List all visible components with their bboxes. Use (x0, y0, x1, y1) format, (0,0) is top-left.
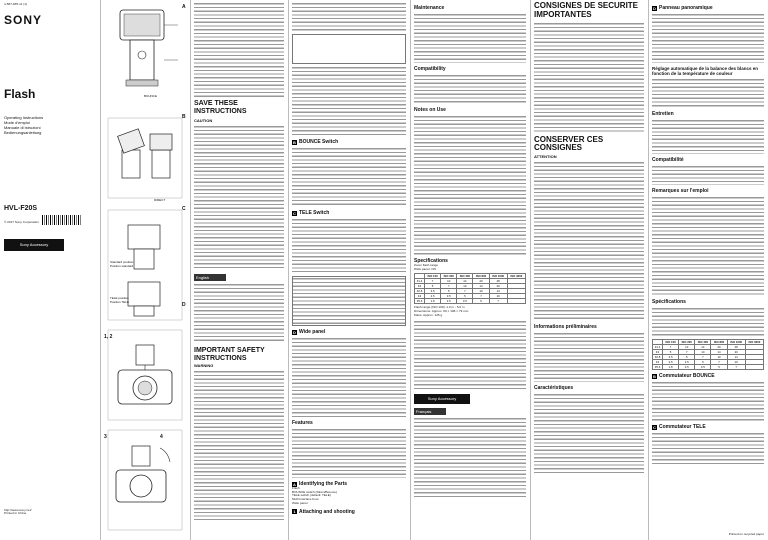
caution-label: CAUTION (194, 118, 213, 123)
intro-text (194, 283, 284, 343)
cell: 1.8 (663, 365, 679, 370)
spec-val: Approx. 125 g (422, 312, 443, 317)
cell: 20 (711, 345, 727, 350)
spec-row: Flash range (ISO 100): 1.0 m - 5.0 m (414, 305, 465, 310)
table-row (653, 365, 764, 370)
safety-panel (190, 0, 288, 540)
bounce-title: BOUNCE Switch (299, 139, 339, 145)
cell: 7 (425, 279, 441, 284)
cell: 5 (457, 294, 473, 299)
section-marker-icon: 1 (293, 509, 296, 515)
cell: 3.5 (425, 289, 441, 294)
features-title: Features (292, 420, 313, 426)
bounce-direct-illustration (108, 118, 182, 198)
entretien-heading (652, 111, 764, 117)
consignes-text (534, 22, 644, 132)
info-title: Informations préliminaires (534, 324, 597, 330)
cell: 5 (473, 299, 489, 304)
cell: F1.4 (415, 279, 425, 284)
cell: 7 (711, 360, 727, 365)
tele-heading (292, 210, 406, 216)
cell: F4 (653, 360, 663, 365)
col-header: ISO 400 (457, 274, 473, 279)
model-number: HVL-F20S (4, 204, 38, 212)
cell: 7 (663, 345, 679, 350)
cell: 14 (711, 350, 727, 355)
notes-heading (414, 107, 526, 113)
spec-key: Flash range (ISO 100) (414, 305, 445, 310)
cell: 7 (473, 294, 489, 299)
col-header: ISO 100 (425, 274, 441, 279)
section-marker-icon: A (293, 481, 296, 487)
part-number: 4-587-835-11 (1) (4, 2, 27, 6)
bounce-fr-title: Commutateur BOUNCE (659, 373, 715, 379)
compat-text (414, 74, 526, 104)
cell: 2.5 (441, 299, 457, 304)
sony-url: http://www.sony.net/ (4, 507, 32, 512)
tele-table-text (293, 277, 405, 325)
cell: 3.5 (695, 365, 711, 370)
fr-intro-text (414, 417, 526, 497)
maintenance-title: Maintenance (414, 5, 445, 11)
compat-title: Compatibility (414, 66, 446, 72)
guide-number-table-1 (414, 273, 526, 304)
spec-key: Zoom flash range (414, 263, 439, 267)
wide-title: Wide panel (299, 329, 326, 335)
cell: 10 (457, 284, 473, 289)
lang-fr: Mode d'emploi (4, 119, 30, 125)
tele-text (292, 218, 406, 273)
bounce-fr-heading (652, 373, 764, 379)
maintenance-text (414, 13, 526, 63)
copyright: © 2017 Sony Corporation (4, 220, 39, 224)
cell: 2.5 (663, 360, 679, 365)
info-heading (534, 324, 644, 330)
parts-title: Identifying the Parts (299, 481, 348, 487)
features-text (292, 428, 406, 478)
spec-row: Wide panel: ON (414, 266, 436, 271)
lang-de: Bedienungsanleitung (4, 129, 42, 135)
entretien-text (652, 119, 764, 154)
label-tele (110, 296, 134, 304)
wide-text (292, 337, 406, 417)
french-operation-panel (648, 0, 768, 540)
shooting-illustration (108, 430, 182, 530)
cell: 5 (663, 350, 679, 355)
cell: F5.6 (415, 299, 425, 304)
col-header: ISO 200 (441, 274, 457, 279)
flash-front-illustration (120, 10, 178, 86)
cell: 5 (695, 360, 711, 365)
bounce-heading (292, 139, 406, 145)
tele-title: TELE Switch (299, 210, 330, 216)
maintenance-panel (410, 0, 530, 540)
fig-letter-c: C (182, 206, 186, 212)
printed-recycled: Printed on recycled paper (728, 532, 764, 537)
cell: 10 (711, 355, 727, 360)
part-item: Multi Interface Foot (292, 497, 319, 502)
spec-val: ON (431, 266, 436, 271)
parts-list (292, 487, 406, 506)
panneau-text (652, 13, 764, 63)
cell: F2 (653, 350, 663, 355)
illustration-svg (100, 0, 190, 540)
attach-title: Attaching and shooting (299, 508, 355, 515)
table-row (415, 299, 526, 304)
col-header: ISO 400 (695, 340, 711, 345)
cell: 7 (695, 355, 711, 360)
reglage-heading (652, 66, 764, 76)
lang-it: Manuale di istruzioni (4, 124, 41, 130)
caract-title: Caractéristiques (534, 385, 574, 391)
remarques-text (652, 196, 764, 296)
cell: 5 (425, 284, 441, 289)
spec-key: Wide panel (414, 266, 430, 271)
cell: 10 (727, 360, 745, 365)
guide-number-table-2 (652, 339, 764, 370)
label-direct: DIRECT (154, 198, 166, 202)
cell: 2.5 (425, 294, 441, 299)
cell: 10 (679, 345, 695, 350)
lang-tab-english: English (194, 274, 226, 281)
attention-text (534, 161, 644, 321)
camera-attach-illustration (108, 330, 182, 420)
cell: 7 (489, 299, 507, 304)
fig-num-3: 3 (104, 434, 107, 440)
english-operation-panel (288, 0, 410, 540)
cell: 3.5 (457, 299, 473, 304)
cell: F2.8 (653, 355, 663, 360)
remarques-heading (652, 188, 764, 194)
spec-rows-2 (414, 306, 526, 317)
fig-letter-d: D (182, 302, 186, 308)
cell: 14 (473, 284, 489, 289)
info-text (534, 332, 644, 382)
cell: 10 (473, 289, 489, 294)
fig-num-1: 1 (104, 334, 107, 340)
cell: 10 (695, 350, 711, 355)
accessory-badge: Sony Accessory (4, 239, 64, 251)
panneau-title: Panneau panoramique (659, 5, 713, 11)
section-marker-icon: B (653, 373, 656, 379)
language-list (4, 115, 96, 135)
notes-title: Notes on Use (414, 107, 446, 113)
specs-text (414, 320, 526, 390)
part-item: Flash (292, 486, 300, 490)
spec-rows (414, 264, 526, 271)
barcode-icon (42, 215, 82, 225)
cell: 20 (473, 279, 489, 284)
wide-heading (292, 329, 406, 335)
caution-text (194, 125, 284, 270)
label-standard-fr: Position standard (110, 264, 134, 268)
attach-heading (292, 509, 406, 515)
fig-letter-a: A (182, 4, 186, 10)
cell: 3.5 (663, 355, 679, 360)
col-header: ISO 100 (663, 340, 679, 345)
spec-key: Mass (414, 312, 422, 317)
spec-val: 1.0 m - 5.0 m (446, 305, 465, 310)
cell: 5 (711, 365, 727, 370)
shooting-text (292, 66, 406, 136)
attach-text (292, 2, 406, 32)
panneau-heading (652, 5, 764, 11)
fig-num-4: 4 (160, 434, 163, 440)
cover-footer (4, 509, 31, 516)
specs-fr-heading (652, 299, 764, 305)
cell: 14 (695, 345, 711, 350)
cell: 3.5 (679, 360, 695, 365)
cell: 14 (727, 355, 745, 360)
consignes-title: CONSIGNES DE SECURITE IMPORTANTES (534, 1, 639, 19)
spec-val: Approx. 60 × 108 × 79 mm (431, 309, 469, 314)
fig-letter-b: B (182, 114, 186, 120)
cell: 3.5 (441, 294, 457, 299)
bounce-text (292, 147, 406, 207)
cell: 14 (489, 289, 507, 294)
specs-fr-text (652, 307, 764, 337)
col-header: ISO 3200 (507, 274, 525, 279)
section-marker-icon: D (293, 329, 296, 335)
save-title: SAVE THESE INSTRUCTIONS (194, 100, 247, 115)
section-marker-icon: D (653, 5, 656, 11)
caract-heading (534, 385, 644, 391)
cell: 5 (441, 289, 457, 294)
section-marker-icon: C (653, 424, 656, 430)
reglage-title: Réglage automatique de la balance des blancs en fonction de la température de couleur (652, 66, 759, 76)
brand-logo: SONY (4, 12, 43, 27)
cell: 1.8 (425, 299, 441, 304)
safety-text (194, 370, 284, 520)
cell: 28 (727, 345, 745, 350)
cell: F1.4 (653, 345, 663, 350)
cell: 7 (727, 365, 745, 370)
cell: 2.5 (679, 365, 695, 370)
fig-num-12: 1, 2 (104, 334, 113, 340)
part-item: TELE switch (default: TELE) (292, 493, 331, 498)
copyright-row (4, 215, 96, 225)
section-marker-icon: B (293, 139, 296, 145)
remarques-title: Remarques sur l'emploi (652, 188, 709, 194)
col-header: ISO 1600 (727, 340, 745, 345)
compat-heading (414, 66, 526, 72)
features-heading (292, 420, 406, 426)
compat-fr-heading (652, 157, 764, 163)
cover-panel (0, 0, 100, 540)
attach-figure-box (292, 34, 406, 64)
cell: F4 (415, 294, 425, 299)
conserver-title: CONSERVER CES CONSIGNES (534, 135, 604, 152)
col-header: ISO 3200 (745, 340, 763, 345)
warning-sub: WARNING (194, 363, 214, 368)
spec-row: Dimensions: Approx. 60 × 108 × 79 mm (414, 309, 469, 314)
attention-label: ATTENTION (534, 154, 557, 159)
product-title: Flash (4, 86, 36, 101)
label-tele-fr: Position TELE (110, 300, 129, 304)
lang-tab-francais: Français (414, 408, 446, 415)
accessory-badge-2: Sony Accessory (414, 394, 470, 404)
important-safety-title: IMPORTANT SAFETY INSTRUCTIONS (194, 347, 265, 362)
printed-in: Printed in China (4, 511, 27, 516)
cell: F2 (415, 284, 425, 289)
entretien-title: Entretien (652, 111, 674, 117)
caract-text (534, 393, 644, 473)
tele-fr-title: Commutateur TELE (659, 424, 706, 430)
cell: 7 (457, 289, 473, 294)
cell: 28 (489, 279, 507, 284)
col-header: ISO 800 (711, 340, 727, 345)
col-header: ISO 800 (473, 274, 489, 279)
label-tele-en: TELE position (110, 296, 129, 300)
tele-fr-text (652, 432, 764, 466)
label-standard-en: Standard position (110, 260, 134, 264)
bounce-fr-text (652, 381, 764, 421)
col-header: ISO 200 (679, 340, 695, 345)
reglage-text (652, 78, 764, 108)
label-bounce: BOUNCE (144, 94, 157, 98)
compat-fr-title: Compatibilité (652, 157, 684, 163)
notes-text (414, 115, 526, 255)
illustration-panel (100, 0, 190, 540)
specs-title: Specifications (414, 258, 448, 264)
part-item: BOUNCE switch (Direct/Bounce) (292, 489, 338, 494)
lang-en: Operating Instructions (4, 114, 44, 120)
col-header: ISO 1600 (489, 274, 507, 279)
section-marker-icon: C (293, 210, 296, 216)
fig-num-2: 2 (109, 334, 113, 340)
cell: 10 (489, 294, 507, 299)
cell: 5 (679, 355, 695, 360)
cell: 20 (489, 284, 507, 289)
cell: 20 (727, 350, 745, 355)
cell: 7 (679, 350, 695, 355)
part-item: Wide panel (292, 500, 308, 505)
specs-fr-title: Spécifications (652, 299, 686, 305)
spec-key: Dimensions (414, 309, 431, 314)
label-standard (110, 260, 134, 268)
spec-row: Mass: Approx. 125 g (414, 312, 443, 317)
maintenance-heading (414, 5, 526, 11)
compat-fr-text (652, 165, 764, 185)
tele-figure-table (292, 276, 406, 326)
cell: F5.6 (653, 365, 663, 370)
warning-text (194, 2, 284, 97)
cell: 14 (457, 279, 473, 284)
cell: 7 (441, 284, 457, 289)
french-safety-panel (530, 0, 648, 540)
tele-fr-heading (652, 424, 764, 430)
cell: 10 (441, 279, 457, 284)
cell: F2.8 (415, 289, 425, 294)
